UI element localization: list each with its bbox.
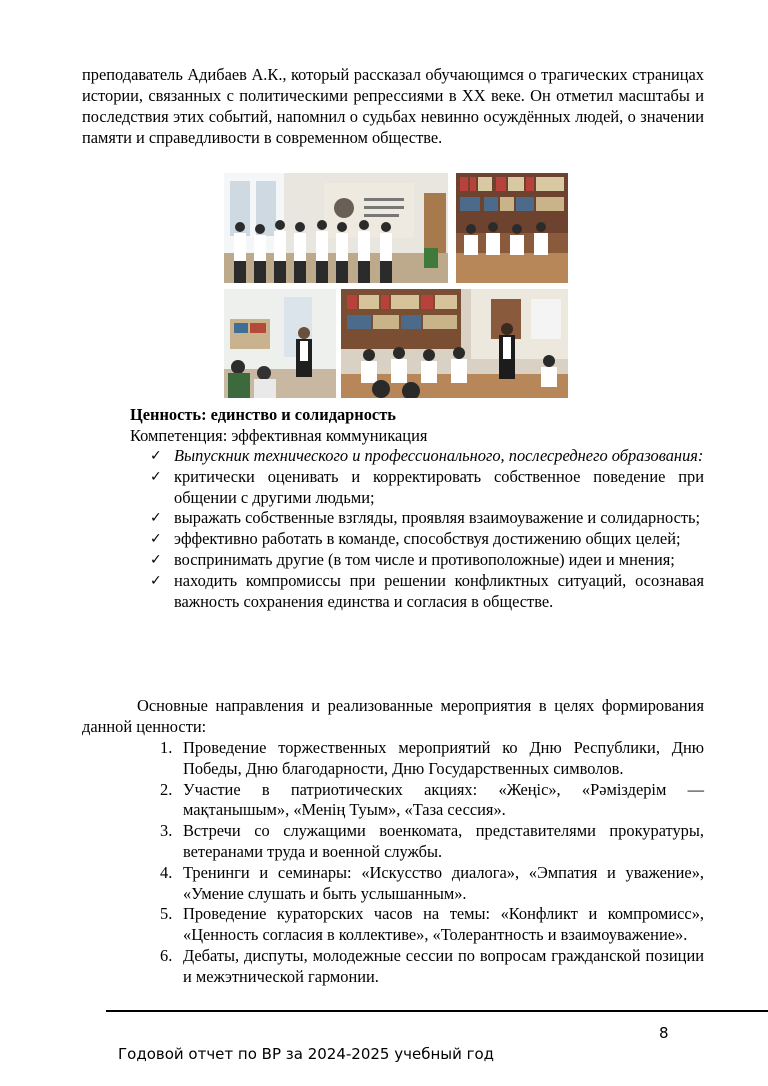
checkmark-icon: ✓ bbox=[150, 531, 162, 548]
checkmark-icon: ✓ bbox=[150, 551, 162, 568]
list-item: ✓ находить компромиссы при решении конфликтных ситуаций, осознавая важность сохранения единства и согласия в обществе. bbox=[150, 570, 704, 611]
list-item: 5. Проведение кураторских часов на темы: «Конфликт и компромисс», «Ценность согласия в коллективе», «Толерантность и взаимоуважение». bbox=[160, 904, 704, 945]
list-item: 1. Проведение торжественных мероприятий ко Дню Республики, Дню Победы, Дню благодарности, Дню Государственных символов. bbox=[160, 738, 704, 778]
list-item: 2. Участие в патриотических акциях: «Жеңіс», «Рәміздерім — мақтанышым», «Менің Туым», «Таза сессия». bbox=[160, 779, 704, 820]
photo-students-hall bbox=[224, 173, 448, 283]
checkmark-icon: ✓ bbox=[150, 448, 162, 464]
list-item: 4. Тренинги и семинары: «Искусство диалога», «Эмпатия и уважение», «Умение слушать и быть услышанным». bbox=[160, 862, 704, 903]
page-footer: Годовой отчет по ВР за 2024-2025 учебный год bbox=[118, 1045, 495, 1063]
events-list bbox=[150, 738, 704, 988]
photo-teacher-classroom bbox=[224, 289, 336, 398]
checkmark-icon: ✓ bbox=[150, 468, 162, 485]
intro-paragraph: преподаватель Адибаев А.К., который рассказал обучающимся о трагических страницах истории, связанных с политическими репрессиями в XX веке. Он отметил масштабы и последствия этих событий, напомнил о судьбах невинно осуждённых людей, о значении памяти и справедливости в современном обществе. bbox=[82, 65, 704, 147]
checkmark-icon: ✓ bbox=[150, 510, 162, 527]
directions-paragraph: Основные направления и реализованные мероприятия в целях формирования данной ценности: bbox=[82, 696, 704, 736]
list-item: ✓ выражать собственные взгляды, проявляя взаимоуважение и солидарность; bbox=[150, 508, 701, 528]
photo-library-seated bbox=[456, 173, 568, 283]
photo-library-discussion bbox=[341, 289, 568, 398]
list-item: 3. Встречи со служащими военкомата, представителями прокуратуры, ветеранами труда и военной службы. bbox=[160, 821, 704, 861]
list-item: ✓ Выпускник технического и профессионального, послесреднего образования: bbox=[150, 446, 704, 465]
page-number: 8 bbox=[659, 1024, 669, 1042]
value-heading: Ценность: единство и солидарность bbox=[130, 405, 396, 424]
checkmark-icon: ✓ bbox=[150, 572, 162, 589]
list-item: 6. Дебаты, диспуты, молодежные сессии по вопросам гражданской позиции и межэтнической гармонии. bbox=[160, 945, 704, 986]
list-item: ✓ воспринимать другие (в том числе и противоположные) идеи и мнения; bbox=[150, 549, 675, 569]
footer-divider bbox=[106, 1010, 768, 1012]
competence-checklist bbox=[150, 446, 704, 612]
list-item: ✓ критически оценивать и корректировать собственное поведение при общении с другими людьми; bbox=[150, 466, 704, 507]
competence-line: Компетенция: эффективная коммуникация bbox=[130, 426, 428, 445]
list-item: ✓ эффективно работать в команде, способствуя достижению общих целей; bbox=[150, 529, 681, 549]
